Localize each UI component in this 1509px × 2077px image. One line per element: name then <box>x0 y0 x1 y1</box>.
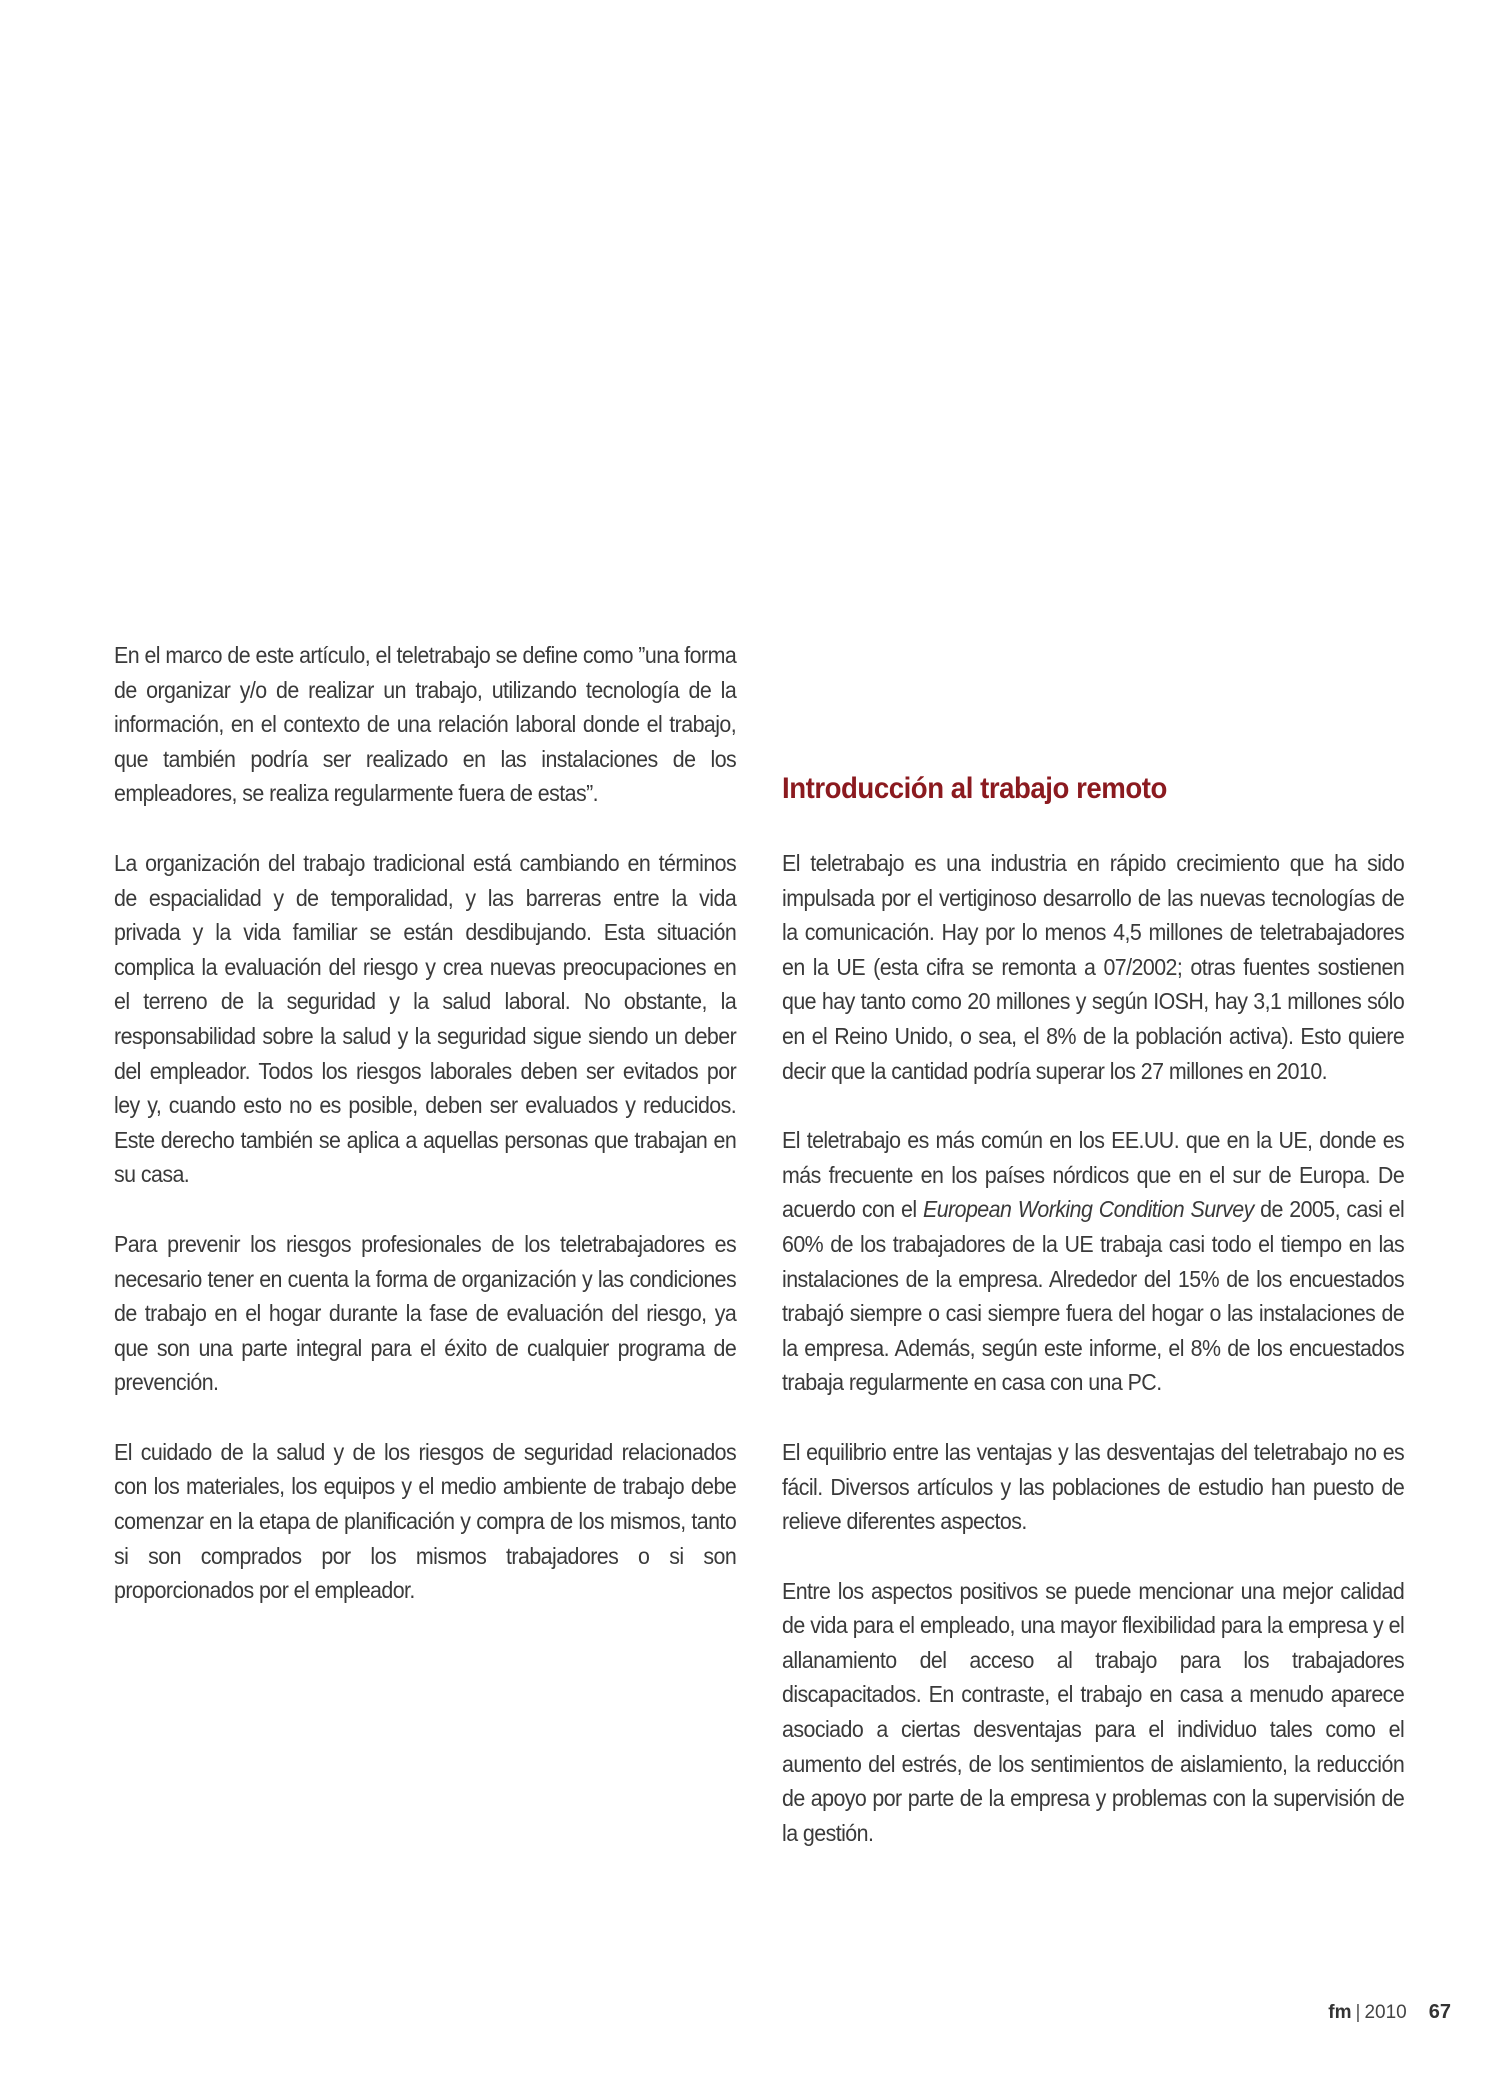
survey-title: European Working Condition Survey <box>923 1196 1254 1223</box>
magazine-brand: fm <box>1328 2002 1352 2023</box>
paragraph-work-organization: La organización del trabajo tradicional está cambiando en términos de espacialidad y de temporalidad, y las barreras entre la vida privada y la vida familiar se están desdibujando. Esta situación complica la evaluación del riesgo y crea nuevas preocupaciones en el terreno de la seguridad y la salud laboral. No obstante, la responsabilidad sobre la salud y la seguridad sigue siendo un deber del empleador. Todos los riesgos laborales deben ser evitados por ley y, cuando esto no es posible, deben ser evaluados y reducidos. Este derecho también se aplica a aquellas personas que trabajan en su casa. <box>114 849 737 1188</box>
paragraph-risk-prevention: Para prevenir los riesgos profesionales de los teletrabajadores es necesario tener en cuenta la forma de organización y las condiciones de trabajo en el hogar durante la fase de evaluación del riesgo, ya que son una parte integral para el éxito de cualquier programa de prevención. <box>114 1230 737 1396</box>
right-column <box>782 772 1404 1885</box>
left-column <box>114 638 736 1643</box>
page-footer <box>1328 2001 1451 2024</box>
issue-year: 2010 <box>1364 2002 1407 2023</box>
paragraph-balance: El equilibrio entre las ventajas y las desventajas del teletrabajo no es fácil. Diversos artículos y las poblaciones de estudio han puesto de relieve diferentes aspectos. <box>782 1438 1405 1535</box>
section-heading: Introducción al trabajo remoto <box>782 772 1167 805</box>
paragraph-intro-growth: El teletrabajo es una industria en rápido crecimiento que ha sido impulsada por el vertiginoso desarrollo de las nuevas tecnologías de la comunicación. Hay por lo menos 4,5 millones de teletrabajadores en la UE (esta cifra se remonta a 07/2002; otras fuentes sostienen que hay tanto como 20 millones y según IOSH, hay 3,1 millones sólo en el Reino Unido, o sea, el 8% de la población activa). Esto quiere decir que la cantidad podría superar los 27 millones en 2010. <box>782 850 1405 1084</box>
paragraph-health-care: El cuidado de la salud y de los riesgos de seguridad relacionados con los materiales, los equipos y el medio ambiente de trabajo debe comenzar en la etapa de planificación y compra de los mismos, tanto si son comprados por los mismos trabajadores o si son proporcionados por el empleador. <box>114 1438 737 1604</box>
page-number: 67 <box>1428 2001 1451 2023</box>
text-segment: El teletrabajo es más común en los EE.UU. que en la UE, donde es más frecuente en los países nórdicos que en el sur de Europa. De acuerdo con el <box>782 1127 1405 1223</box>
footer-separator: | <box>1355 2002 1361 2023</box>
text-segment: de 2005, casi el 60% de los trabajadores de la UE trabaja casi todo el tiempo en las instalaciones de la empresa. Alrededor del 15% de los encuestados trabajó siempre o casi siempre fuera del hogar o las instalaciones de la empresa. Además, según este informe, el 8% de los encuestados trabaja regularmente en casa con una PC. <box>782 1196 1405 1396</box>
paragraph-pros-cons: Entre los aspectos positivos se puede mencionar una mejor calidad de vida para el empleado, una mayor flexibilidad para la empresa y el allanamiento del acceso al trabajo para los trabajadores discapacitados. En contraste, el trabajo en casa a menudo aparece asociado a ciertas desventajas para el individuo tales como el aumento del estrés, de los sentimientos de aislamiento, la reducción de apoyo por parte de la empresa y problemas con la supervisión de la gestión. <box>782 1577 1405 1846</box>
paragraph-eu-us-comparison <box>782 1123 1404 1400</box>
paragraph-telework-definition: En el marco de este artículo, el teletrabajo se define como ”una forma de organizar y/o de realizar un trabajo, utilizando tecnología de la información, en el contexto de una relación laboral donde el trabajo, que también podría ser realizado en las instalaciones de los empleadores, se realiza regularmente fuera de estas”. <box>114 642 737 807</box>
